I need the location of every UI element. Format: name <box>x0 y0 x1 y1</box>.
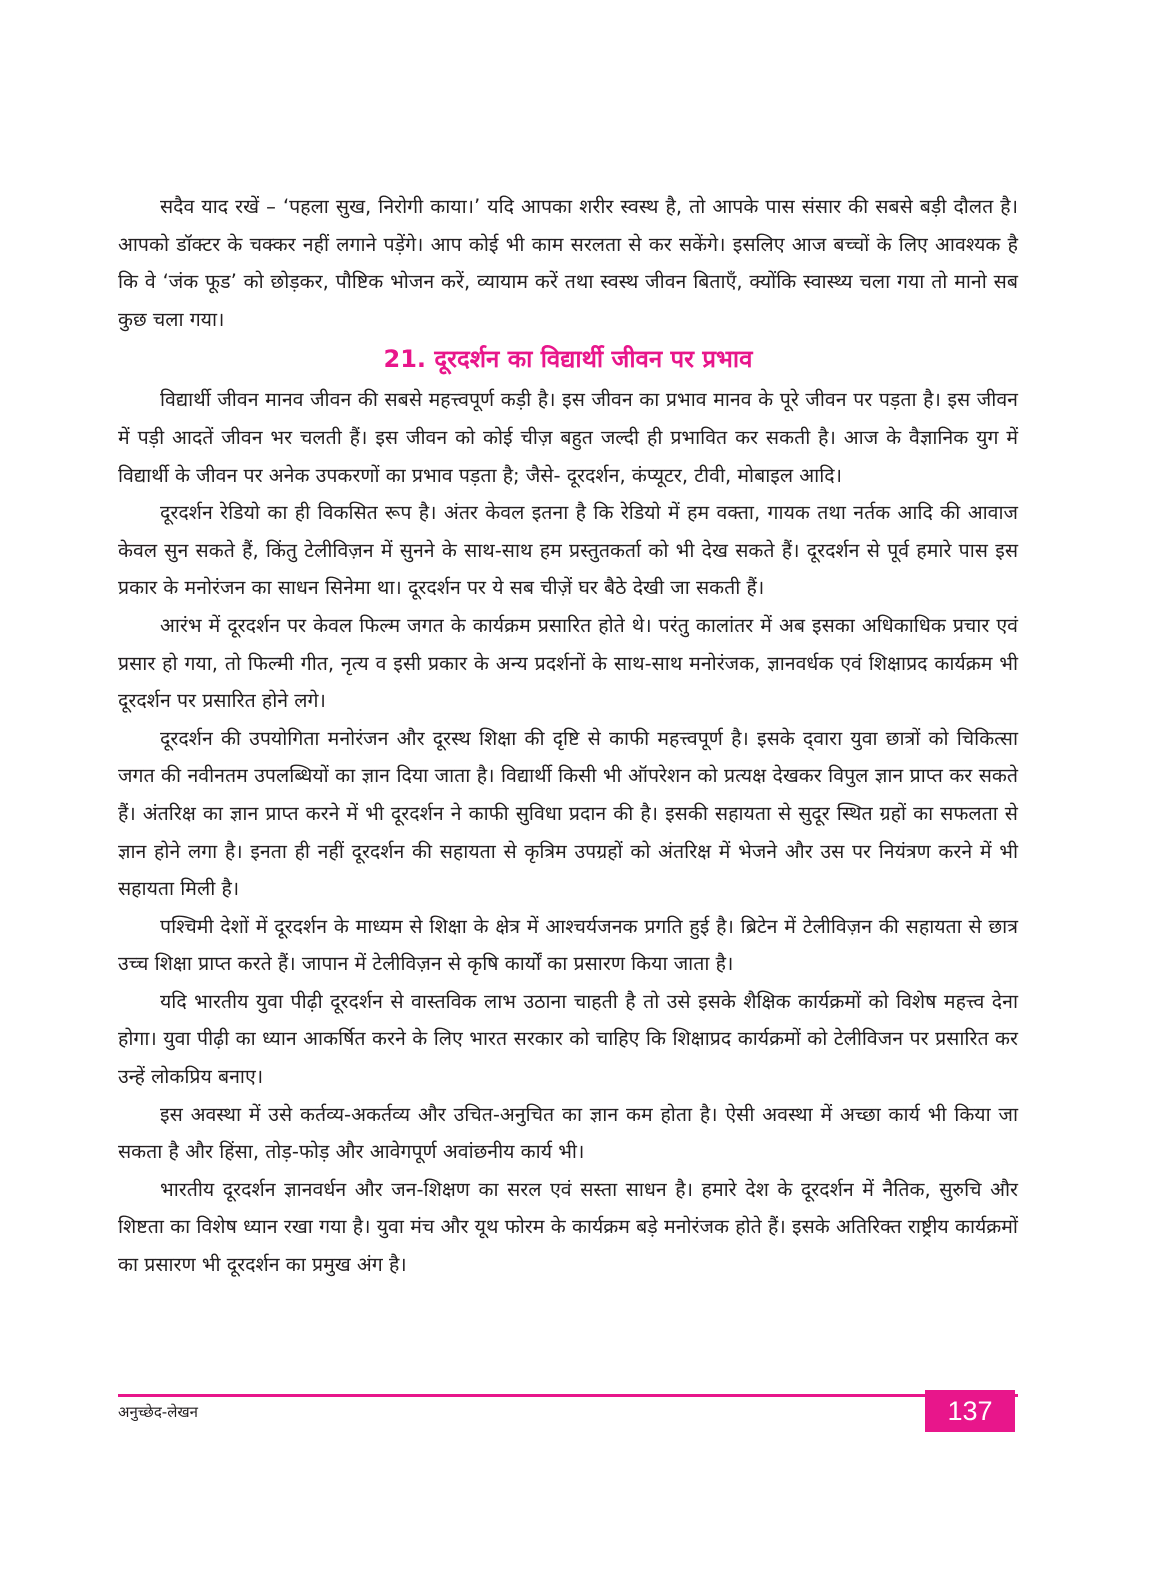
footer-rule <box>118 1394 1018 1397</box>
body-paragraph-7: इस अवस्था में उसे कर्तव्य-अकर्तव्य और उचित-अनुचित का ज्ञान कम होता है। ऐसी अवस्था में अच्छा कार्य भी किया जा सकता है और हिंसा, तोड़-फोड़ और आवेगपूर्ण अवांछनीय कार्य भी। <box>118 1102 1018 1164</box>
body-paragraph-4: दूरदर्शन की उपयोगिता मनोरंजन और दूरस्थ शिक्षा की दृष्टि से काफी महत्त्वपूर्ण है। इसके द्‍वारा युवा छात्रों को चिकित्सा जगत की नवीनतम उपलब्धियों का ज्ञान दिया जाता है। विद्यार्थी किसी भी ऑपरेशन को प्रत्यक्ष देखकर विपुल ज्ञान प्राप्त कर सकते हैं। अंतरिक्ष का ज्ञान प्राप्त करने में भी दूरदर्शन ने काफी सुविधा प्रदान की है। इसकी सहायता से सुदूर स्थित ग्रहों का सफलता से ज्ञान होने लगा है। इनता ही नहीं दूरदर्शन की सहायता से कृत्रिम उपग्रहों को अंतरिक्ष में भेजने और उस पर नियंत्रण करने में भी सहायता मिली है। <box>118 726 1018 901</box>
body-paragraph-1: विद्यार्थी जीवन मानव जीवन की सबसे महत्त्वपूर्ण कड़ी है। इस जीवन का प्रभाव मानव के पूरे जीवन पर पड़ता है। इस जीवन में पड़ी आदतें जीवन भर चलती हैं। इस जीवन को कोई चीज़ बहुत जल्दी ही प्रभावित कर सकती है। आज के वैज्ञानिक युग में विद्यार्थी के जीवन पर अनेक उपकरणों का प्रभाव पड़ता है; जैसे- दूरदर्शन, कंप्यूटर, टीवी, मोबाइल आदि। <box>118 388 1018 487</box>
page-number-badge: 137 <box>925 1390 1015 1432</box>
body-paragraph-3: आरंभ में दूरदर्शन पर केवल फिल्म जगत के कार्यक्रम प्रसारित होते थे। परंतु कालांतर में अब इसका अधिकाधिक प्रचार एवं प्रसार हो गया, तो फिल्मी गीत, नृत्य व इसी प्रकार के अन्य प्रदर्शनों के साथ-साथ मनोरंजक, ज्ञानवर्धक एवं शिक्षाप्रद कार्यक्रम भी दूरदर्शन पर प्रसारित होने लगे। <box>118 613 1018 713</box>
page-body <box>118 188 1018 1284</box>
footer-section-label: अनुच्छेद-लेखन <box>118 1403 198 1421</box>
body-paragraph-2: दूरदर्शन रेडियो का ही विकसित रूप है। अंतर केवल इतना है कि रेडियो में हम वक्ता, गायक तथा नर्तक आदि की आवाज केवल सुन सकते हैं, किंतु टेलीविज़न में सुनने के साथ-साथ हम प्रस्तुतकर्ता को भी देख सकते हैं। दूरदर्शन से पूर्व हमारे पास इस प्रकार के मनोरंजन का साधन सिनेमा था। दूरदर्शन पर ये सब चीज़ें घर बैठे देखी जा सकती हैं। <box>118 501 1018 600</box>
body-paragraph-6: यदि भारतीय युवा पीढ़ी दूरदर्शन से वास्तविक लाभ उठाना चाहती है तो उसे इसके शैक्षिक कार्यक्रमों को विशेष महत्त्व देना होगा। युवा पीढ़ी का ध्यान आकर्षित करने के लिए भारत सरकार को चाहिए कि शिक्षाप्रद कार्यक्रमों को टेलीविजन पर प्रसारित कर उन्हें लोकप्रिय बनाए। <box>118 989 1018 1089</box>
intro-paragraph: सदैव याद रखें – ‘पहला सुख, निरोगी काया।’ यदि आपका शरीर स्वस्थ है, तो आपके पास संसार की सबसे बड़ी दौलत है। आपको डॉक्टर के चक्कर नहीं लगाने पड़ेंगे। आप कोई भी काम सरलता से कर सकेंगे। इसलिए आज बच्चों के लिए आवश्यक है कि वे ‘जंक फूड’ को छोड़कर, पौष्टिक भोजन करें, व्यायाम करें तथा स्वस्थ जीवन बिताएँ, क्योंकि स्वास्थ्य चला गया तो मानो सब कुछ चला गया। <box>118 195 1018 331</box>
body-paragraph-8: भारतीय दूरदर्शन ज्ञानवर्धन और जन-शिक्षण का सरल एवं सस्ता साधन है। हमारे देश के दूरदर्शन में नैतिक, सुरुचि और शिष्टता का विशेष ध्यान रखा गया है। युवा मंच और यूथ फोरम के कार्यक्रम बड़े मनोरंजक होते हैं। इसके अतिरिक्त राष्ट्रीय कार्यक्रमों का प्रसारण भी दूरदर्शन का प्रमुख अंग है। <box>118 1177 1018 1277</box>
section-heading: 21. दूरदर्शन का विद्यार्थी जीवन पर प्रभाव <box>383 345 753 374</box>
body-paragraph-5: पश्चिमी देशों में दूरदर्शन के माध्यम से शिक्षा के क्षेत्र में आश्चर्यजनक प्रगति हुई है। ब्रिटेन में टेलीविज़न की सहायता से छात्र उच्च शिक्षा प्राप्त करते हैं। जापान में टेलीविज़न से कृषि कार्यों का प्रसारण किया जाता है। <box>118 914 1018 976</box>
